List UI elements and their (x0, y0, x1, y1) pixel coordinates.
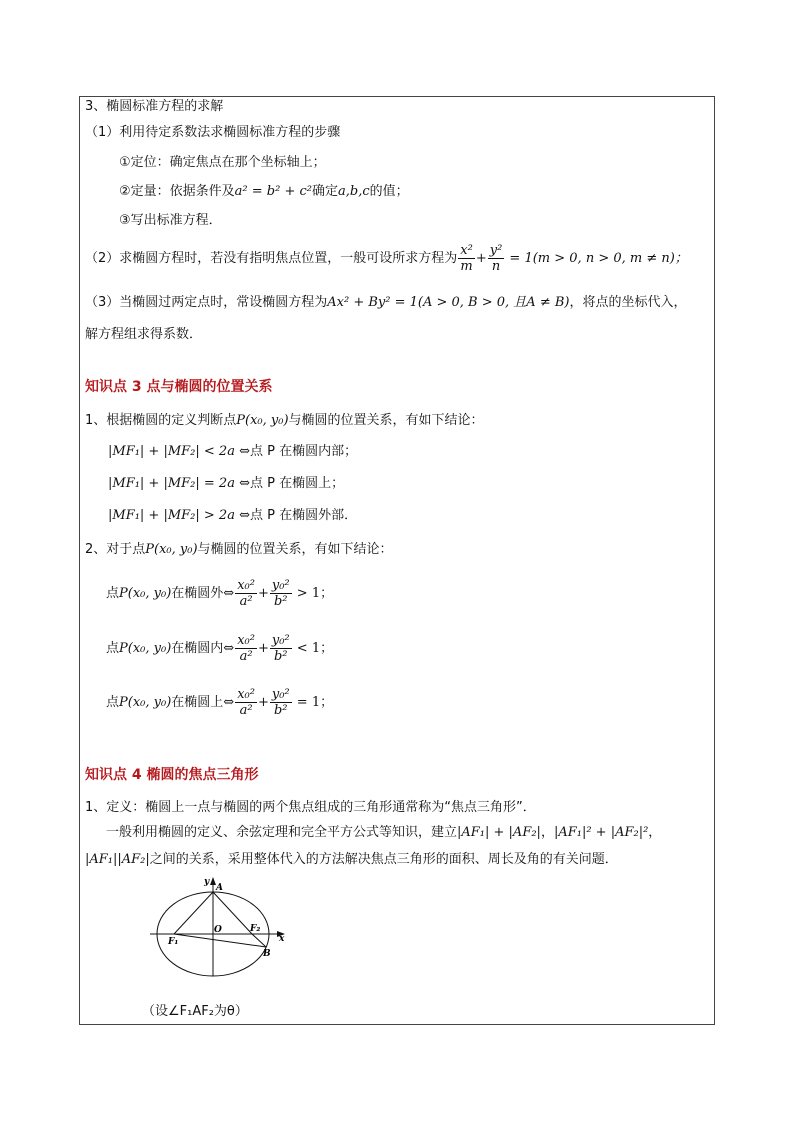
condition-inside: 点P(x₀, y₀)在椭圆内⇔ $\frac{\text{x₀²}}{\text{a²}}$ + $\frac{\text{y₀²}}{\text{b²}}$ < 1； (106, 633, 334, 664)
k3-item-2-post: 与椭圆的位置关系，有如下结论： (197, 542, 393, 557)
point-p: P(x₀, y₀) (145, 542, 198, 557)
paragraph-3-line-2: 解方程组求得系数． (85, 327, 203, 342)
frac-den: a² (239, 703, 253, 718)
separator: ， (648, 825, 662, 840)
iff-symbol: ⇔ (223, 641, 235, 656)
step-3: ③写出标准方程． (119, 213, 222, 228)
step-2-mid: 确定 (311, 184, 338, 199)
cond-tail: > 1； (292, 586, 334, 601)
label-b: B (263, 949, 271, 959)
fraction-y0-over-b (270, 687, 292, 718)
k4-line-post: 之间的关系，采用整体代入的方法解决焦点三角形的面积、周长及角的有关问题． (149, 852, 618, 867)
expr-sum: |AF₁| + |AF₂| (457, 825, 541, 840)
expr-product: |AF₁||AF₂| (85, 852, 150, 867)
point-p: P(x₀, y₀) (119, 641, 172, 656)
paragraph-3-pre: （3）当椭圆过两定点时，常设椭圆方程为 (85, 295, 328, 310)
paragraph-1: （1）利用待定系数法求椭圆标准方程的步骤 (85, 125, 341, 140)
label-a: A (216, 883, 223, 893)
separator: ， (540, 825, 554, 840)
cond-text: 在椭圆内 (171, 641, 224, 656)
relation-equation: |MF₁| + |MF₂| > 2a ⇔ (108, 508, 250, 523)
paragraph-2-pre: （2）求椭圆方程时，若没有指明焦点位置，一般可设所求方程为 (85, 251, 458, 266)
focal-triangle-figure (140, 872, 300, 982)
step-1: ①定位：确定焦点在那个坐标轴上； (119, 155, 326, 170)
frac-num: x₀² (237, 578, 255, 593)
condition-outside: 点P(x₀, y₀)在椭圆外⇔ $\frac{\text{x₀²}}{\text{a²}}$ + $\frac{\text{y₀²}}{\text{b²}}$ > 1； (106, 578, 334, 609)
relation-inside (108, 443, 357, 461)
relation-equation: |MF₁| + |MF₂| < 2a ⇔ (108, 444, 250, 459)
heading-knowledge-point-4: 知识点 4 椭圆的焦点三角形 (85, 767, 259, 783)
point-p: P(x₀, y₀) (119, 586, 172, 601)
frac-num: y₀² (271, 578, 290, 593)
label-o: O (214, 925, 222, 935)
fraction-x0-over-a (235, 687, 257, 718)
relation-on (108, 475, 344, 493)
frac-num: y₀² (271, 687, 290, 702)
frac-den: b² (273, 703, 288, 718)
k4-paragraph-line-2 (85, 851, 618, 869)
label-f2: F₂ (250, 924, 261, 934)
k4-paragraph-line-1 (106, 824, 661, 842)
frac-den: m (460, 259, 473, 274)
relation-text: 点 P 在椭圆上； (249, 476, 345, 491)
fraction-y0-over-b (270, 633, 292, 664)
k3-item-2-pre: 2、对于点 (85, 542, 146, 557)
paragraph-3-equation: Ax² + By² = 1(A > 0, B > 0, 且A ≠ B) (327, 295, 570, 310)
fraction-y-over-n (488, 243, 505, 274)
paragraph-3 (85, 294, 687, 312)
step-2-post: 的值； (369, 184, 409, 199)
step-2-equation: a² = b² + c² (234, 184, 312, 199)
cond-pre: 点 (106, 641, 120, 656)
expr-square-sum: |AF₁|² + |AF₂|² (553, 825, 649, 840)
relation-equation: |MF₁| + |MF₂| = 2a ⇔ (108, 476, 250, 491)
cond-tail: = 1； (292, 695, 334, 710)
k3-item-1 (85, 412, 484, 430)
figure-caption: （设∠F₁AF₂为θ） (142, 1004, 248, 1019)
cond-pre: 点 (106, 695, 120, 710)
segment-a-f1 (174, 892, 213, 934)
frac-num: x₀² (237, 687, 255, 702)
k4-line-pre: 一般利用椭圆的定义、余弦定理和完全平方公式等知识，建立 (106, 825, 458, 840)
paragraph-2: （2）求椭圆方程时，若没有指明焦点位置，一般可设所求方程为 $\frac{\text{x²}}{m}$ + $\frac{\text{y²}}{n}$ = 1(m > 0, n > 0, m ≠ n)； (85, 243, 688, 274)
segment-f1-b (174, 934, 266, 947)
frac-den: n (491, 259, 501, 274)
heading-knowledge-point-3: 知识点 3 点与椭圆的位置关系 (85, 379, 273, 395)
fraction-x0-over-a (235, 578, 257, 609)
frac-num: x² (460, 243, 473, 258)
condition-on: 点P(x₀, y₀)在椭圆上⇔ $\frac{\text{x₀²}}{\text{a²}}$ + $\frac{\text{y₀²}}{\text{b²}}$ = 1； (106, 687, 334, 718)
relation-text: 点 P 在椭圆外部． (249, 508, 358, 523)
cond-text: 在椭圆外 (171, 586, 224, 601)
iff-symbol: ⇔ (223, 586, 235, 601)
relation-text: 点 P 在椭圆内部； (249, 444, 358, 459)
frac-den: a² (239, 649, 253, 664)
fraction-x-over-m (458, 243, 475, 274)
step-2-pre: ②定量：依据条件及 (119, 184, 235, 199)
k3-item-1-pre: 1、根据椭圆的定义判断点 (85, 413, 237, 428)
fraction-y0-over-b (270, 578, 292, 609)
frac-num: y² (489, 243, 503, 258)
fraction-x0-over-a (235, 633, 257, 664)
label-x: x (279, 934, 285, 944)
frac-num: x₀² (237, 633, 255, 648)
k3-item-1-post: 与椭圆的位置关系，有如下结论： (288, 413, 484, 428)
paragraph-3-post: ，将点的坐标代入， (569, 295, 687, 310)
step-2-vars: a,b,c (337, 184, 370, 199)
cond-pre: 点 (106, 586, 120, 601)
step-2 (119, 183, 409, 201)
frac-den: a² (239, 594, 253, 609)
point-p: P(x₀, y₀) (119, 695, 172, 710)
cond-tail: < 1； (292, 641, 334, 656)
k4-definition: 1、定义：椭圆上一点与椭圆的两个焦点组成的三角形通常称为“焦点三角形”． (85, 800, 536, 815)
frac-den: b² (273, 594, 288, 609)
paragraph-2-post: = 1(m > 0, n > 0, m ≠ n)； (505, 251, 688, 266)
k3-item-2 (85, 541, 393, 559)
iff-symbol: ⇔ (223, 695, 235, 710)
label-y: y (204, 877, 210, 887)
cond-text: 在椭圆上 (171, 695, 224, 710)
section-title: 3、椭圆标准方程的求解 (85, 99, 224, 114)
frac-num: y₀² (271, 633, 290, 648)
point-p: P(x₀, y₀) (236, 413, 289, 428)
label-f1: F₁ (168, 937, 179, 947)
frac-den: b² (273, 649, 288, 664)
relation-outside (108, 507, 357, 525)
